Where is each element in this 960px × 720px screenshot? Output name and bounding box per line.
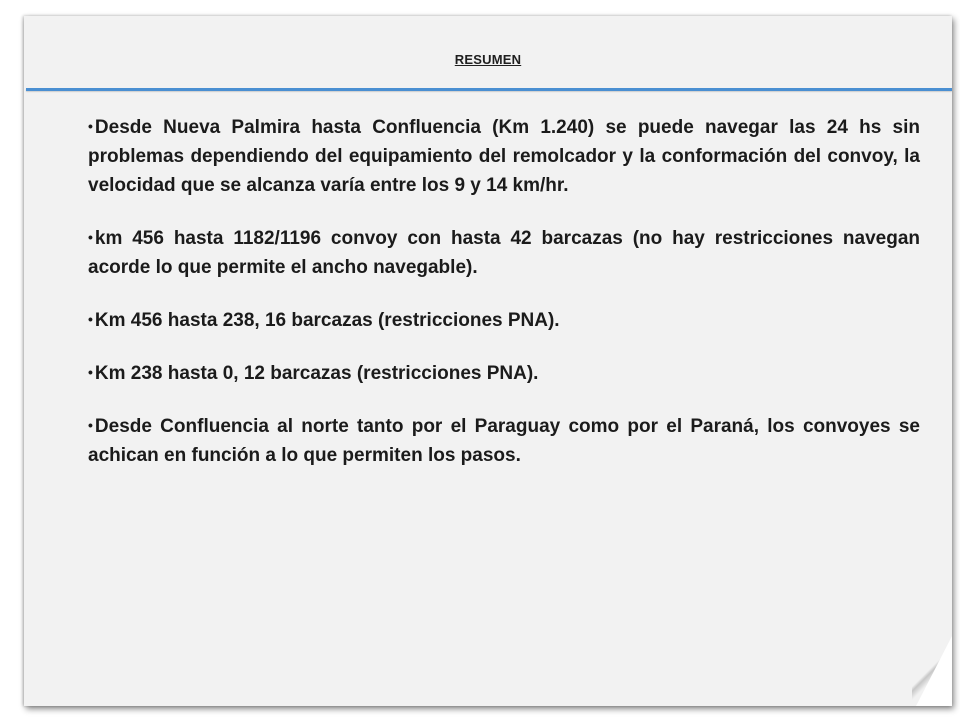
- bullet-list: [88, 112, 920, 493]
- bullet-item: [88, 112, 920, 200]
- page-curl-corner: [916, 636, 952, 706]
- title-divider: [26, 88, 952, 91]
- content-card: [24, 16, 952, 706]
- bullet-icon: •: [88, 364, 93, 380]
- bullet-item: [88, 411, 920, 470]
- bullet-text: Desde Nueva Palmira hasta Confluencia (Km 1.240) se puede navegar las 24 hs sin problemas dependiendo del equipamiento del remolcador y la conformación del convoy, la velocidad que se alcanza varía entre los 9 y 14 km/hr.: [88, 117, 920, 196]
- bullet-icon: •: [88, 229, 93, 245]
- bullet-icon: •: [88, 118, 93, 134]
- bullet-text: km 456 hasta 1182/1196 convoy con hasta 42 barcazas (no hay restricciones navegan acorde lo que permite el ancho navegable).: [88, 228, 920, 278]
- bullet-text: Desde Confluencia al norte tanto por el Paraguay como por el Paraná, los convoyes se achican en función a lo que permiten los pasos.: [88, 416, 920, 466]
- slide-title: RESUMEN: [454, 52, 522, 67]
- bullet-item: [88, 358, 920, 388]
- bullet-text: Km 238 hasta 0, 12 barcazas (restricciones PNA).: [94, 363, 539, 384]
- bullet-item: [88, 305, 920, 335]
- bullet-item: [88, 223, 920, 282]
- bullet-icon: •: [88, 417, 93, 433]
- bullet-icon: •: [88, 311, 93, 327]
- bullet-text: Km 456 hasta 238, 16 barcazas (restricciones PNA).: [94, 310, 560, 331]
